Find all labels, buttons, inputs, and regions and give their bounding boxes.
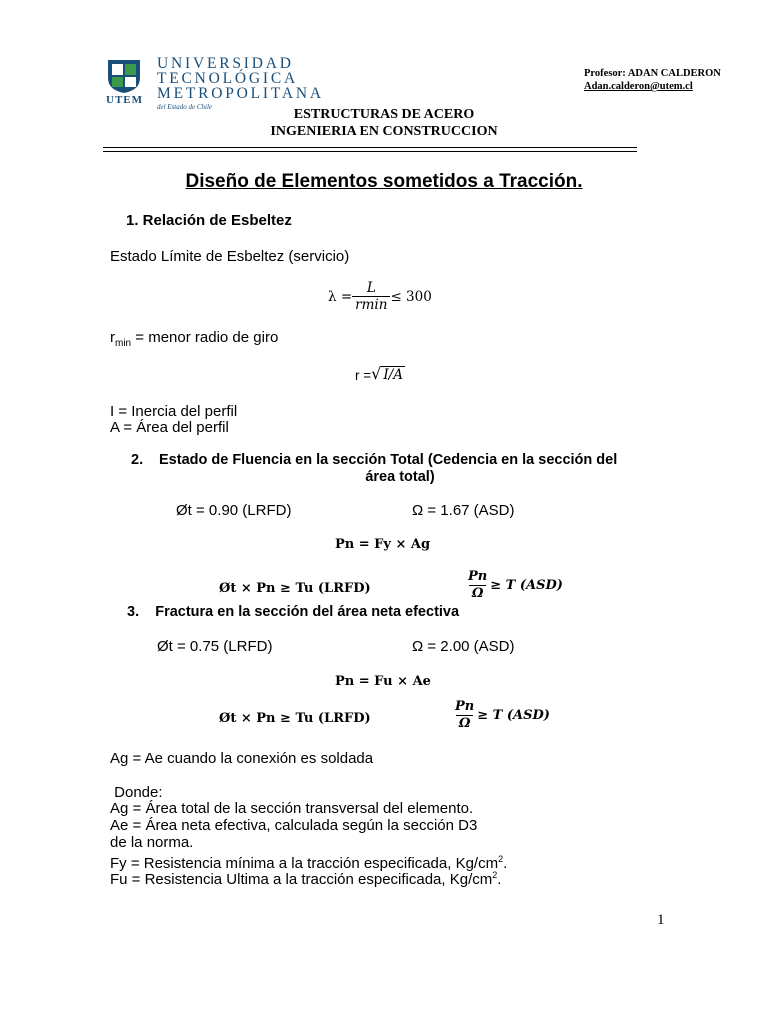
professor-name: Profesor: ADAN CALDERON xyxy=(584,68,721,79)
logo-abbrev: UTEM xyxy=(106,94,143,106)
ae-definition: Ae = Área neta efectiva, calculada según la sección D3 xyxy=(110,817,478,834)
nominal-strength-equation-2: Pn = Fy × Ag xyxy=(335,537,431,552)
eq-limit: ≤ 300 xyxy=(390,288,432,305)
course-title: ESTRUCTURAS DE ACERO xyxy=(293,107,475,122)
asd-numerator-2: Pn xyxy=(468,569,488,584)
rmin-subscript: min xyxy=(115,338,132,349)
asd-rhs-2: ≥ T (ASD) xyxy=(490,578,563,593)
ag-definition: Ag = Área total de la sección transversal del elemento. xyxy=(110,800,474,817)
fu-end: . xyxy=(497,871,502,888)
asd-numerator-3: Pn xyxy=(455,699,475,714)
omega-asd-3: Ω = 2.00 (ASD) xyxy=(412,638,515,655)
fu-text: Fu = Resistencia Ultima a la tracción especificada, Kg/cm xyxy=(110,871,493,888)
logo-line-3: METROPOLITANA xyxy=(157,85,324,102)
section-1-heading: 1. Relación de Esbeltez xyxy=(126,212,292,229)
area-definition: A = Área del perfil xyxy=(110,419,229,436)
eq-denominator: rmin xyxy=(352,296,390,313)
asd-fraction-2 xyxy=(465,569,490,602)
fy-end: . xyxy=(503,855,508,872)
document-title: Diseño de Elementos sometidos a Tracción. xyxy=(185,171,583,192)
page-number: 1 xyxy=(657,912,665,928)
asd-equation-2 xyxy=(465,569,563,602)
where-label: Donde: xyxy=(110,784,163,801)
eq-lambda: λ = xyxy=(328,288,353,305)
utem-logo-icon xyxy=(106,58,142,94)
asd-denominator-3: Ω xyxy=(456,715,474,732)
section-3-heading: 3. Fractura en la sección del área neta efectiva xyxy=(127,604,460,620)
fu-superscript: 2 xyxy=(492,870,498,880)
logo-subtitle: del Estado de Chile xyxy=(157,103,213,111)
slenderness-state-text: Estado Límite de Esbeltez (servicio) xyxy=(110,248,350,265)
logo-line-2: TECNOLÓGICA xyxy=(157,70,299,87)
header-divider-secondary xyxy=(103,151,637,152)
fy-text: Fy = Resistencia mínima a la tracción especificada, Kg/cm xyxy=(110,855,499,872)
slenderness-equation xyxy=(328,280,432,313)
r-lhs: r = xyxy=(355,368,372,383)
rmin-definition xyxy=(110,329,278,352)
sqrt-icon: √ xyxy=(371,364,382,383)
fy-superscript: 2 xyxy=(498,854,504,864)
omega-asd-2: Ω = 1.67 (ASD) xyxy=(412,502,515,519)
asd-denominator-2: Ω xyxy=(469,585,487,602)
section-2-heading-cont: área total) xyxy=(365,469,435,485)
eq-fraction xyxy=(352,280,390,313)
asd-rhs-3: ≥ T (ASD) xyxy=(477,708,550,723)
ae-definition-cont: de la norma. xyxy=(110,834,194,851)
rmin-symbol: r xyxy=(110,329,115,346)
phi-lrfd-3: Øt = 0.75 (LRFD) xyxy=(157,638,273,655)
welded-note: Ag = Ae cuando la conexión es soldada xyxy=(110,750,374,767)
section-2-number: 2. xyxy=(131,452,144,468)
lrfd-equation-3: Øt × Pn ≥ Tu (LRFD) xyxy=(219,711,371,726)
r-radicand: I/A xyxy=(383,367,403,383)
phi-lrfd-2: Øt = 0.90 (LRFD) xyxy=(176,502,292,519)
lrfd-equation-2: Øt × Pn ≥ Tu (LRFD) xyxy=(219,581,371,596)
radius-equation xyxy=(355,364,405,383)
header-divider xyxy=(103,147,637,148)
rmin-text: = menor radio de giro xyxy=(131,329,279,346)
section-2-heading: Estado de Fluencia en la sección Total (Cedencia en la sección del xyxy=(159,452,618,468)
asd-fraction-3 xyxy=(452,699,477,732)
logo-line-1: UNIVERSIDAD xyxy=(157,55,294,72)
fu-definition xyxy=(110,867,501,888)
eq-numerator: L xyxy=(366,280,376,296)
professor-email-link[interactable]: Adan.calderon@utem.cl xyxy=(584,81,693,92)
asd-equation-3 xyxy=(452,699,550,732)
course-subtitle: INGENIERIA EN CONSTRUCCION xyxy=(270,124,498,139)
inertia-definition: I = Inercia del perfil xyxy=(110,403,238,420)
nominal-strength-equation-3: Pn = Fu × Ae xyxy=(335,674,431,689)
